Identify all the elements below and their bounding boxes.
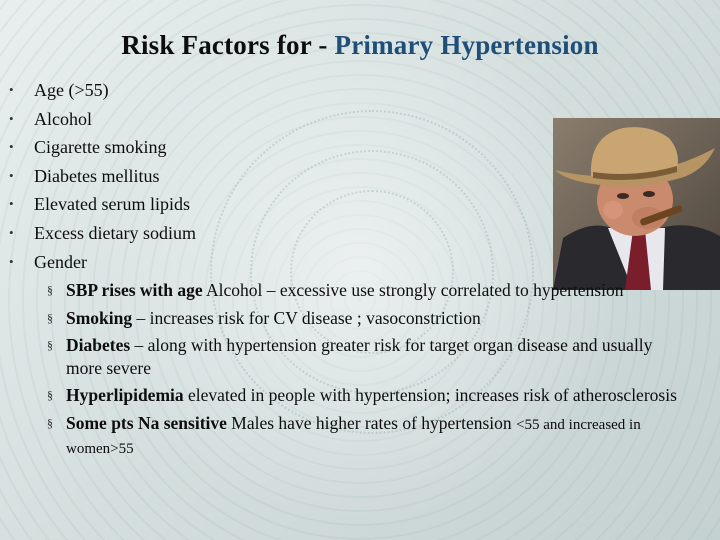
sub-item-bold: Smoking	[66, 307, 133, 328]
man-in-cowboy-hat-photo	[553, 118, 720, 290]
sub-item-bold: Some pts Na sensitive	[66, 412, 227, 433]
sub-item-text: Males have higher rates of hypertension	[226, 412, 517, 433]
bullet-dot-icon: •	[9, 110, 14, 126]
sub-item-text: – increases risk for CV disease ; vasoconstriction	[132, 307, 481, 328]
man-in-cowboy-hat-smoking-cigar-icon	[553, 118, 720, 290]
square-bullet-icon: §	[47, 338, 53, 352]
sub-item-bold: Hyperlipidemia	[66, 385, 184, 405]
square-bullet-icon: §	[47, 388, 53, 402]
sub-item-text: – along with hypertension greater risk for target organ disease and usually more severe	[66, 335, 653, 378]
list-item	[0, 162, 196, 191]
sub-item-bold: SBP rises with age	[66, 280, 203, 300]
sub-list-item	[44, 384, 684, 407]
bullet-dot-icon: •	[9, 139, 14, 155]
title-part-2: Primary Hypertension	[334, 30, 599, 60]
bullet-dot-icon: •	[9, 196, 14, 212]
list-item	[0, 190, 196, 219]
bullet-dot-icon: •	[9, 253, 14, 269]
sub-list-item	[44, 334, 684, 379]
sub-item-text: elevated in people with hypertension; increases risk of atherosclerosis	[183, 385, 677, 405]
bullet-dot-icon: •	[9, 224, 14, 240]
sub-bullet-list	[44, 279, 684, 466]
list-item-label: Age (>55)	[34, 80, 109, 100]
list-item-label: Elevated serum lipids	[34, 194, 190, 215]
slide-title	[0, 30, 720, 61]
square-bullet-icon: §	[47, 415, 53, 430]
sub-list-item	[44, 279, 684, 302]
list-item	[0, 105, 196, 134]
sub-list-item	[44, 307, 684, 330]
bullet-dot-icon: •	[9, 82, 14, 97]
sub-item-text: Alcohol – excessive use strongly correlated to hypertension	[202, 280, 624, 300]
square-bullet-icon: §	[47, 283, 53, 297]
risk-factor-list	[0, 76, 196, 276]
title-part-1: Risk Factors for -	[121, 30, 335, 60]
list-item-label: Diabetes mellitus	[34, 165, 160, 186]
square-bullet-icon: §	[47, 310, 53, 325]
sub-list-item	[44, 412, 684, 461]
list-item-label: Cigarette smoking	[34, 137, 167, 158]
list-item	[0, 76, 196, 105]
sub-item-small-text: <55 and increased in women>55	[66, 416, 641, 457]
sub-item-bold: Diabetes	[66, 335, 131, 355]
list-item-label: Excess dietary sodium	[34, 222, 196, 243]
bullet-dot-icon: •	[9, 167, 14, 183]
list-item-label: Alcohol	[34, 108, 92, 129]
list-item-label: Gender	[34, 251, 87, 272]
list-item	[0, 248, 196, 277]
list-item	[0, 219, 196, 248]
list-item	[0, 133, 196, 162]
